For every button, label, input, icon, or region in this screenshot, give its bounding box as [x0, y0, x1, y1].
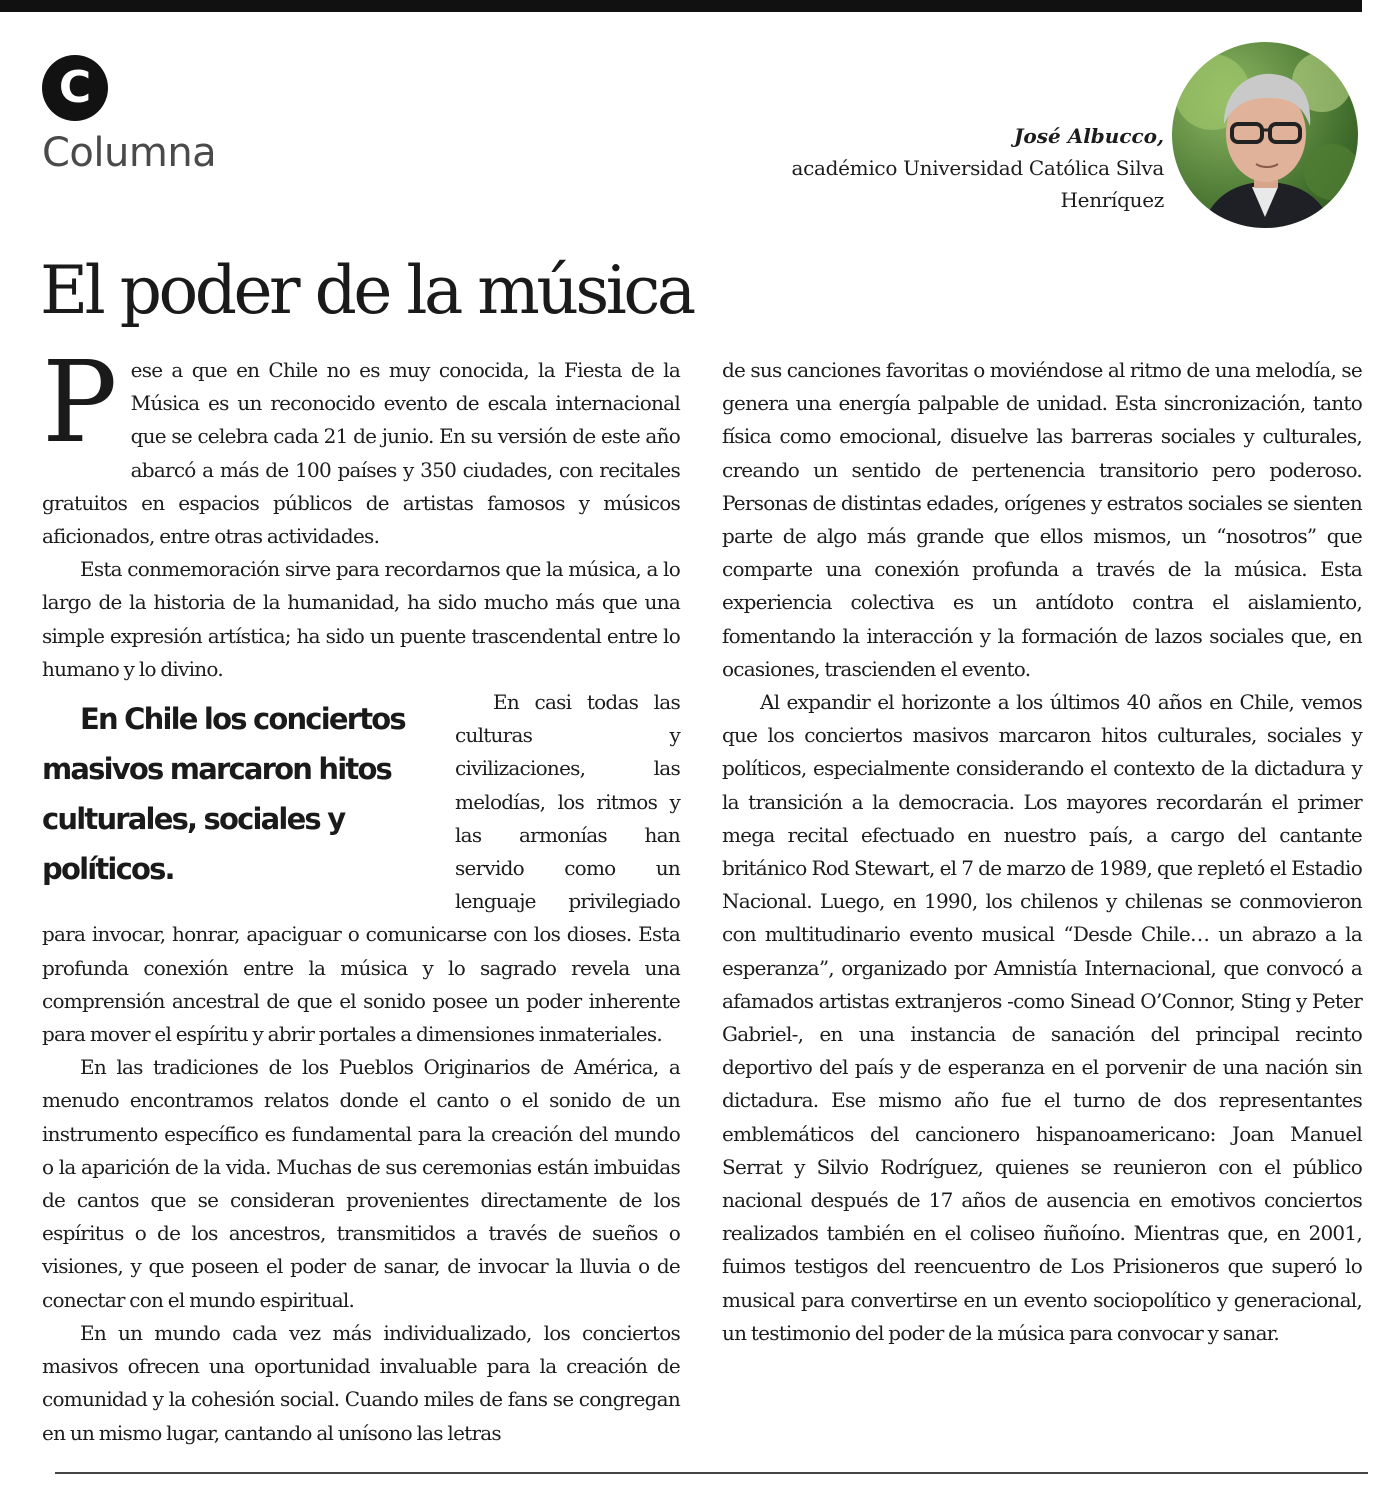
paragraph-7: Al expandir el horizonte a los últimos 40 años en Chile, vemos que los conciertos masivos marcaron hitos culturales, sociales y políticos, especialmente considerando el contexto de la dictadura y la transición a la democracia. Los mayores recordarán el primer mega recital efectuado en nuestro país, a cargo del cantante británico Rod Stewart, el 7 de marzo de 1989, que repletó el Estadio Nacional. Luego, en 1990, los chilenos y chilenas se conmovieron con multitudinario evento musical “Desde Chile… un abrazo a la esperanza”, organizado por Amnistía Internacional, que convocó a afamados artistas extranjeros -como Sinead O’Connor, Sting y Peter Gabriel-, en una instancia de sanación del principal recinto deportivo del país y de esperanza en el porvenir de una nación sin dictadura. Ese mismo año fue el turno de dos representantes emblemáticos del cancionero hispanoamericano: Joan Manuel Serrat y Silvio Rodríguez, quienes se reunieron con el público nacional después de 17 años de ausencia en emotivos conciertos realizados también en el coliseo ñuñoíno. Mientras que, en 2001, fuimos testigos del reencuentro de Los Prisioneros que superó lo musical para convertirse en un evento sociopolítico y generacional, un testimonio del poder de la música para convocar y sanar. — [722, 690, 1362, 1345]
paragraph-3 — [42, 686, 680, 1051]
top-rule — [0, 0, 1362, 12]
author-role-line-1: académico Universidad Católica Silva — [791, 156, 1164, 180]
paragraph-1-text: ese a que en Chile no es muy conocida, la Fiesta de la Música es un reconocido evento de escala internacional que se celebra cada 21 de junio. En su versión de este año abarcó a más de 100 países y 350 ciudades, con recitales gratuitos en espacios públicos de artistas famosos y músicos aficionados, entre otras actividades. — [42, 358, 680, 549]
pull-quote: En Chile los conciertos masivos marcaron hitos culturales, sociales y políticos. — [42, 702, 405, 887]
paragraph-3-text: En casi todas las culturas y civilizaciones, las melodías, los ritmos y las armonías han servido como un lenguaje privilegiado para invocar, honrar, apaciguar o comunicarse con los dioses. Esta profunda conexión entre la música y lo sagrado revela una comprensión ancestral de que el sonido posee un poder inherente para mover el espíritu y abrir portales a dimensiones inmateriales. — [42, 690, 680, 1047]
paragraph-4: En las tradiciones de los Pueblos Originarios de América, a menudo encontramos relatos donde el canto o el sonido de un instrumento específico es fundamental para la creación del mundo o la aparición de la vida. Muchas de sus ceremonias están imbuidas de cantos que se consideran provenientes directamente de los espíritus o de los ancestros, transmitidos a través de sueños o visiones, y que poseen el poder de sanar, de invocar la lluvia o de conectar con el mundo espiritual. — [42, 1055, 680, 1312]
section-label: Columna — [42, 130, 217, 176]
author-byline — [644, 120, 1164, 216]
author-name: José Albucco, — [1013, 124, 1164, 148]
article-headline: El poder de la música — [40, 252, 693, 329]
article-column-left — [42, 338, 680, 1450]
paragraph-2: Esta conmemoración sirve para recordarnos que la música, a lo largo de la historia de la humanidad, ha sido mucho más que una simple expresión artística; ha sido un puente trascendental entre lo humano y lo divino. — [42, 557, 680, 681]
section-badge: C — [42, 55, 108, 121]
article-column-right — [722, 354, 1362, 1350]
paragraph-1 — [42, 338, 680, 553]
bottom-rule — [55, 1472, 1368, 1474]
author-photo — [1172, 42, 1358, 228]
author-portrait-image — [1172, 42, 1358, 228]
author-role-line-2: Henríquez — [1060, 188, 1164, 212]
drop-cap: P — [42, 338, 117, 468]
paragraph-6: de sus canciones favoritas o moviéndose al ritmo de una melodía, se genera una energía palpable de unidad. Esta sincronización, tanto física como emocional, disuelve las barreras sociales y culturales, creando un sentido de pertenencia transitorio pero poderoso. Personas de distintas edades, orígenes y estratos sociales se sienten parte de algo más grande que ellos mismos, un “nosotros” que comparte una conexión profunda a través de la música. Esta experiencia colectiva es un antídoto contra el aislamiento, fomentando la interacción y la formación de lazos sociales que, en ocasiones, trascienden el evento. — [722, 358, 1362, 681]
paragraph-5: En un mundo cada vez más individualizado, los conciertos masivos ofrecen una oportunidad invaluable para la creación de comunidad y la cohesión social. Cuando miles de fans se congregan en un mismo lugar, cantando al unísono las letras — [42, 1320, 680, 1445]
